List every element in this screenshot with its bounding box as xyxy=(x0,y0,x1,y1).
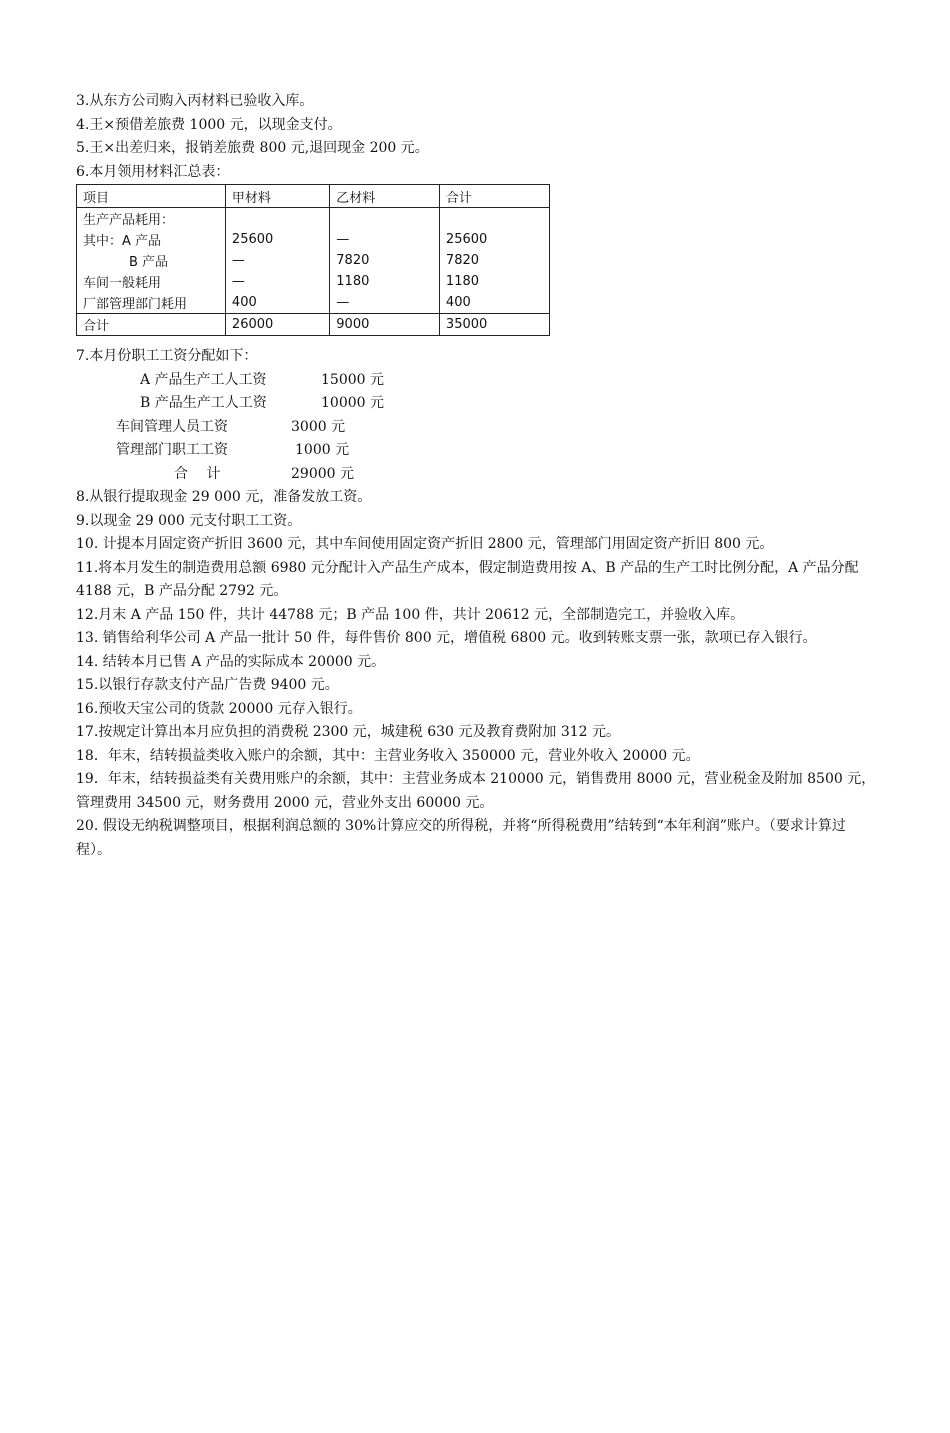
table-cell: 7820 xyxy=(330,250,440,271)
item-6: 6.本月领用材料汇总表： xyxy=(76,163,230,180)
table-cell: — xyxy=(330,229,440,250)
table-cell: 25600 xyxy=(439,229,549,250)
material-summary-table xyxy=(76,184,550,336)
table-cell: — xyxy=(225,271,329,292)
item-11: 11.将本月发生的制造费用总额 6980 元分配计入产品生产成本，假定制造费用按 A、B 产品的生产工时比例分配，A 产品分配 4188 元，B 产品分配 2792 元。 xyxy=(76,559,859,599)
item-13: 13. 销售给利华公司 A 产品一批计 50 件，每件售价 800 元，增值税 6800 元。收到转账支票一张，款项已存入银行。 xyxy=(76,630,817,646)
item-12: 12.月末 A 产品 150 件，共计 44788 元；B 产品 100 件，共计 20612 元，全部制造完工，并验收入库。 xyxy=(76,606,745,623)
table-cell: — xyxy=(330,292,440,314)
table-cell: B 产品 xyxy=(77,250,226,271)
wage-label: 合 计 xyxy=(174,465,221,482)
table-cell xyxy=(439,208,549,230)
table-cell: 1180 xyxy=(330,271,440,292)
table-cell: 400 xyxy=(225,292,329,314)
table-cell: 25600 xyxy=(225,229,329,250)
table-cell: 生产产品耗用： xyxy=(77,208,226,230)
item-10: 10. 计提本月固定资产折旧 3600 元，其中车间使用固定资产折旧 2800 元，管理部门用固定资产折旧 800 元。 xyxy=(76,536,774,552)
wage-amount: 10000 元 xyxy=(321,395,384,411)
item-19: 19．年末，结转损益类有关费用账户的余额，其中：主营业务成本 210000 元，销售费用 8000 元，营业税金及附加 8500 元，管理费用 34500 元，财务费用 2000 元，营业外支出 60000 元。 xyxy=(76,771,876,811)
header-material-b: 乙材料 xyxy=(330,185,440,208)
item-14: 14. 结转本月已售 A 产品的实际成本 20000 元。 xyxy=(76,653,386,670)
table-cell: 1180 xyxy=(439,271,549,292)
table-cell: 7820 xyxy=(439,250,549,271)
table-cell: 厂部管理部门耗用 xyxy=(77,292,226,314)
table-cell: 400 xyxy=(439,292,549,314)
wage-amount: 29000 元 xyxy=(291,465,354,482)
item-20: 20. 假设无纳税调整项目，根据利润总额的 30%计算应交的所得税，并将“所得税费用”结转到“本年利润”账户。（要求计算过程）。 xyxy=(76,818,846,858)
item-9: 9.以现金 29 000 元支付职工工资。 xyxy=(76,512,302,529)
item-7: 7.本月份职工工资分配如下： xyxy=(76,348,258,364)
table-cell: — xyxy=(225,250,329,271)
table-row xyxy=(77,208,550,230)
table-cell xyxy=(225,208,329,230)
wage-row xyxy=(76,369,876,393)
header-total: 合计 xyxy=(439,185,549,208)
wage-row xyxy=(76,416,876,440)
table-row xyxy=(77,250,550,271)
wage-label: 车间管理人员工资 xyxy=(116,418,228,435)
wage-row xyxy=(76,392,876,416)
item-18: 18．年末，结转损益类收入账户的余额，其中：主营业务收入 350000 元，营业外收入 20000 元。 xyxy=(76,747,700,764)
table-cell xyxy=(330,208,440,230)
header-item: 项目 xyxy=(77,185,226,208)
item-3: 3.从东方公司购入丙材料已验收入库。 xyxy=(76,93,314,109)
table-cell: 合计 xyxy=(77,314,226,336)
table-row xyxy=(77,229,550,250)
item-4: 4.王×预借差旅费 1000 元，以现金支付。 xyxy=(76,116,342,133)
item-17: 17.按规定计算出本月应负担的消费税 2300 元，城建税 630 元及教育费附加 312 元。 xyxy=(76,724,621,740)
wage-label: 管理部门职工工资 xyxy=(116,442,228,458)
item-5: 5.王×出差归来，报销差旅费 800 元,退回现金 200 元。 xyxy=(76,140,429,156)
header-material-a: 甲材料 xyxy=(225,185,329,208)
wage-amount: 1000 元 xyxy=(295,442,350,458)
wage-row xyxy=(76,463,876,487)
wage-amount: 3000 元 xyxy=(291,418,346,435)
table-row xyxy=(77,271,550,292)
table-row xyxy=(77,292,550,314)
table-cell: 车间一般耗用 xyxy=(77,271,226,292)
table-header-row xyxy=(77,185,550,208)
table-cell: 26000 xyxy=(225,314,329,336)
item-8: 8.从银行提取现金 29 000 元，准备发放工资。 xyxy=(76,489,372,505)
item-16: 16.预收天宝公司的货款 20000 元存入银行。 xyxy=(76,700,362,717)
wage-amount: 15000 元 xyxy=(321,371,384,388)
wage-label: B 产品生产工人工资 xyxy=(140,395,267,411)
table-cell: 9000 xyxy=(330,314,440,336)
table-cell: 35000 xyxy=(439,314,549,336)
table-cell: 其中：A 产品 xyxy=(77,229,226,250)
table-total-row xyxy=(77,314,550,336)
wage-label: A 产品生产工人工资 xyxy=(140,371,267,388)
item-15: 15.以银行存款支付产品广告费 9400 元。 xyxy=(76,677,339,693)
document-page xyxy=(76,90,876,862)
wage-row xyxy=(76,439,876,463)
